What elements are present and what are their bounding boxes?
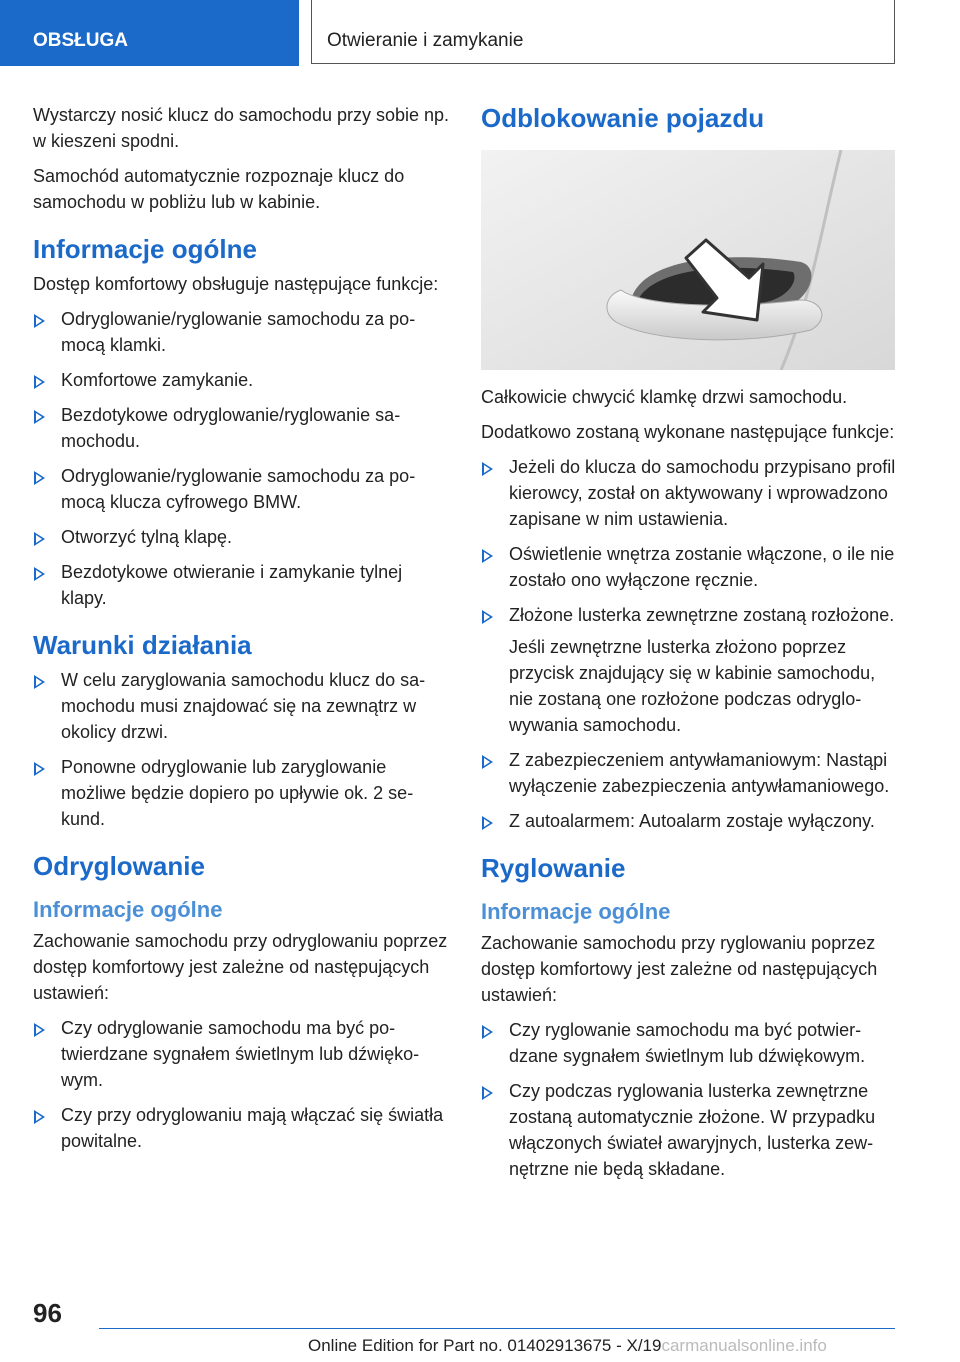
chapter-title: Otwieranie i zamykanie	[311, 0, 895, 64]
paragraph: Dodatkowo zostaną wykonane następujące funkcje:	[481, 422, 895, 442]
list-item: Czy przy odryglowaniu mają włączać się światła powitalne.	[33, 1102, 449, 1154]
triangle-bullet-icon	[483, 610, 494, 624]
list-item: Z zabezpieczeniem antywłamaniowym: Nastąpi wyłączenie zabezpieczenia antywłamaniowego.	[481, 747, 897, 799]
triangle-bullet-icon	[35, 375, 46, 389]
paragraph: Całkowicie chwycić klamkę drzwi samochodu.	[481, 387, 848, 407]
section-heading-conditions: Warunki działania	[33, 630, 252, 660]
triangle-bullet-icon	[35, 567, 46, 581]
paragraph: Samochód automatycznie rozpoznaje klucz do samochodu w pobliżu lub w kabinie.	[33, 166, 405, 212]
triangle-bullet-icon	[35, 675, 46, 689]
bullet-list	[481, 1017, 897, 1182]
list-item: Bezdotykowe odryglowanie/ryglowanie samochodu.	[33, 402, 449, 454]
subheading-general-info: Informacje ogólne	[481, 899, 671, 924]
section-heading-general-info: Informacje ogólne	[33, 234, 257, 264]
triangle-bullet-icon	[35, 1023, 46, 1037]
section-heading-unlock-vehicle: Odblokowanie pojazdu	[481, 103, 765, 133]
list-item: Otworzyć tylną klapę.	[33, 524, 449, 550]
door-handle-illustration	[481, 150, 895, 370]
paragraph: Dostęp komfortowy obsługuje następujące funkcje:	[33, 274, 439, 294]
page-number: 96	[33, 1298, 62, 1328]
page-header	[0, 0, 960, 66]
list-item: Oświetlenie wnętrza zostanie włączone, o ile nie zostało ono wyłączone ręcznie.	[481, 541, 897, 593]
paragraph: Wystarczy nosić klucz do samochodu przy sobie np. w kieszeni spodni.	[33, 105, 450, 151]
section-heading-locking: Ryglowanie	[481, 853, 626, 883]
list-item: W celu zaryglowania samochodu klucz do samochodu musi znajdować się na zewnątrz w okolicy drzwi.	[33, 667, 449, 745]
bullet-list	[33, 667, 449, 832]
edition-text: Online Edition for Part no. 01402913675 - X/19	[308, 1336, 662, 1355]
triangle-bullet-icon	[483, 462, 494, 476]
footer-edition	[308, 1336, 827, 1356]
right-column	[481, 102, 897, 1191]
list-item: Odryglowanie/ryglowanie samochodu za pomocą klamki.	[33, 306, 449, 358]
triangle-bullet-icon	[35, 471, 46, 485]
triangle-bullet-icon	[483, 816, 494, 830]
list-item: Bezdotykowe otwieranie i zamykanie tylnej klapy.	[33, 559, 449, 611]
triangle-bullet-icon	[35, 314, 46, 328]
list-item: Jeżeli do klucza do samochodu przypisano profil kierowcy, został on aktywowany i wprowadzono zapisane w nim ustawienia.	[481, 454, 897, 532]
triangle-bullet-icon	[35, 532, 46, 546]
triangle-bullet-icon	[483, 1086, 494, 1100]
triangle-bullet-icon	[35, 410, 46, 424]
bullet-list	[33, 1015, 449, 1154]
list-item: Ponowne odryglowanie lub zaryglowanie możliwe będzie dopiero po upływie ok. 2 sekund.	[33, 754, 449, 832]
list-item: Odryglowanie/ryglowanie samochodu za pomocą klucza cyfrowego BMW.	[33, 463, 449, 515]
triangle-bullet-icon	[483, 549, 494, 563]
triangle-bullet-icon	[35, 762, 46, 776]
section-heading-unlocking: Odryglowanie	[33, 851, 205, 881]
section-tab: OBSŁUGA	[0, 0, 299, 66]
left-column	[33, 102, 449, 1163]
paragraph: Jeśli zewnętrzne lusterka złożono poprzez przycisk znajdujący się w kabinie samochodu, nie zostaną one rozłożone podczas odryglowywania samochodu.	[509, 637, 876, 735]
paragraph: Zachowanie samochodu przy odryglowaniu poprzez dostęp komfortowy jest zależne od następujących ustawień:	[33, 931, 448, 1003]
list-item: Czy ryglowanie samochodu ma być potwierdzane sygnałem świetlnym lub dźwiękowym.	[481, 1017, 897, 1069]
list-item: Z autoalarmem: Autoalarm zostaje wyłączony.	[481, 808, 897, 834]
subheading-general-info: Informacje ogólne	[33, 897, 223, 922]
triangle-bullet-icon	[35, 1110, 46, 1124]
bullet-list	[481, 454, 897, 834]
bullet-list	[33, 306, 449, 611]
triangle-bullet-icon	[483, 1025, 494, 1039]
paragraph: Zachowanie samochodu przy ryglowaniu poprzez dostęp komfortowy jest zależne od następujących ustawień:	[481, 933, 878, 1005]
list-item: Złożone lusterka zewnętrzne zostaną rozłożone. Jeśli zewnętrzne lusterka złożono poprzez przycisk znajdujący się w kabinie samochodu, nie zostaną one rozłożone podczas odryglowywania samochodu.	[481, 602, 897, 738]
list-item: Komfortowe zamykanie.	[33, 367, 449, 393]
list-item: Czy odryglowanie samochodu ma być potwierdzane sygnałem świetlnym lub dźwiękowym.	[33, 1015, 449, 1093]
footer-divider	[99, 1328, 895, 1329]
triangle-bullet-icon	[483, 755, 494, 769]
watermark-text[interactable]: carmanualsonline.info	[661, 1336, 827, 1355]
list-item: Czy podczas ryglowania lusterka zewnętrzne zostaną automatycznie złożone. W przypadku włączonych świateł awaryjnych, lusterka zewnętrzne nie będą składane.	[481, 1078, 897, 1182]
